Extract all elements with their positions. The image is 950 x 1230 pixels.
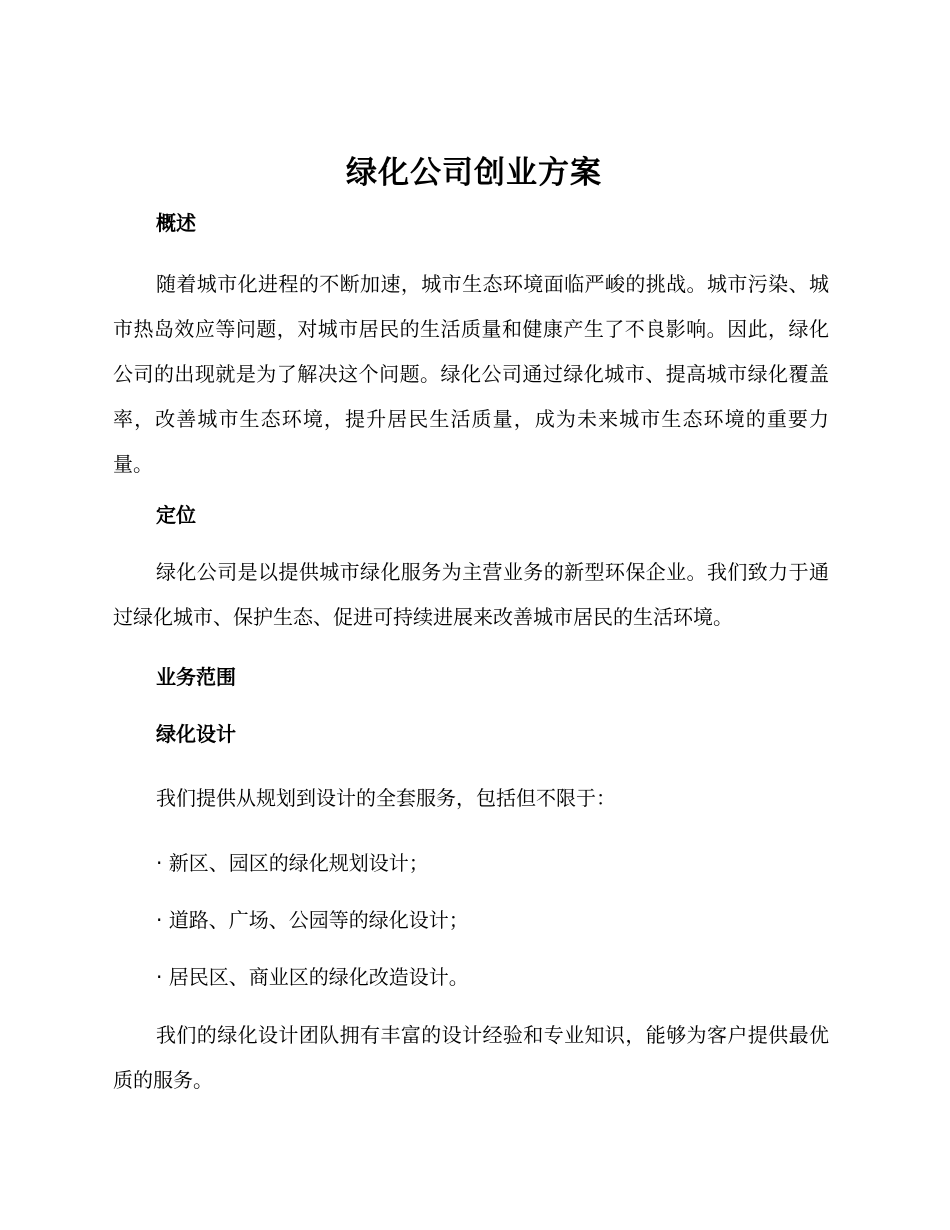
- section-heading-positioning: 定位: [156, 503, 196, 527]
- subsection-heading-greening-design: 绿化设计: [156, 722, 236, 746]
- list-item: · 新区、园区的绿化规划设计；: [156, 851, 429, 875]
- list-item: · 居民区、商业区的绿化改造设计。: [156, 965, 469, 989]
- paragraph-design-team: 我们的绿化设计团队拥有丰富的设计经验和专业知识，能够为客户提供最优质的服务。: [113, 1023, 829, 1092]
- paragraph-positioning: 绿化公司是以提供城市绿化服务为主营业务的新型环保企业。我们致力于通过绿化城市、保护生态、促进可持续进展来改善城市居民的生活环境。: [113, 560, 829, 629]
- list-item: · 道路、广场、公园等的绿化设计；: [156, 908, 469, 932]
- paragraph-design-intro: 我们提供从规划到设计的全套服务，包括但不限于：: [156, 786, 616, 810]
- document-title: 绿化公司创业方案: [346, 155, 602, 191]
- section-heading-overview: 概述: [156, 211, 196, 235]
- section-heading-business-scope: 业务范围: [156, 665, 236, 689]
- paragraph-overview: 随着城市化进程的不断加速，城市生态环境面临严峻的挑战。城市污染、城市热岛效应等问题，对城市居民的生活质量和健康产生了不良影响。因此，绿化公司的出现就是为了解决这个问题。绿化公司通过绿化城市、提高城市绿化覆盖率，改善城市生态环境，提升居民生活质量，成为未来城市生态环境的重要力量。: [113, 272, 829, 476]
